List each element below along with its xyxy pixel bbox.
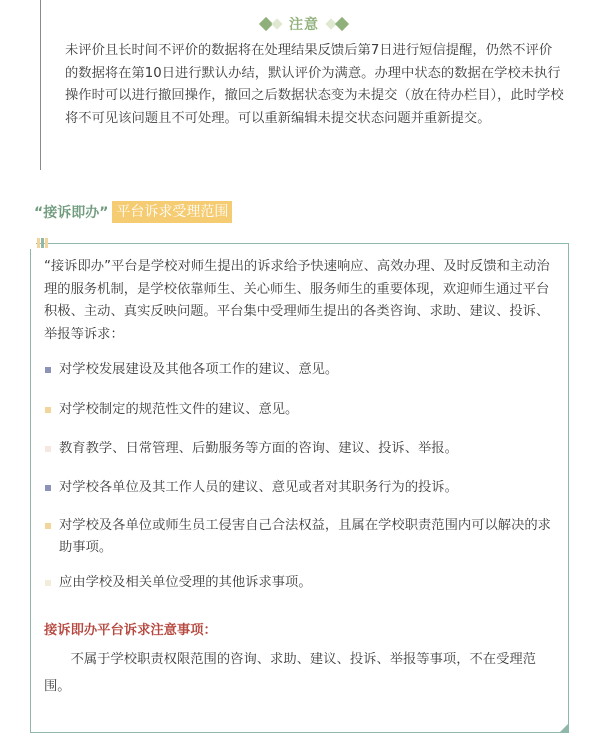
list-item: [45, 477, 557, 499]
section-title-highlight: 平台诉求受理范围: [112, 201, 232, 223]
list-item-text: 教育教学、日常管理、后勤服务等方面的咨询、建议、投诉、举报。: [59, 441, 458, 456]
note-header: [41, 12, 567, 36]
square-bullet-icon: [45, 485, 51, 491]
square-bullet-icon: [45, 523, 51, 529]
square-bullet-icon: [45, 407, 51, 413]
diamond-icon: [271, 18, 282, 29]
list-item-text: 对学校制定的规范性文件的建议、意见。: [59, 402, 299, 417]
right-diamond-decoration: [327, 19, 347, 29]
list-item: [45, 515, 557, 559]
corner-stripes-icon: [37, 238, 49, 248]
notice-text: 不属于学校职责权限范围的咨询、求助、建议、投诉、举报等事项，不在受理范围。: [44, 652, 536, 694]
square-bullet-icon: [45, 580, 51, 586]
notice-title: 接诉即办平台诉求注意事项：: [44, 623, 217, 638]
left-diamond-decoration: [261, 19, 281, 29]
corner-triangle-icon: [559, 723, 569, 733]
scope-box: [30, 243, 569, 733]
corner-notch: [30, 243, 36, 249]
square-bullet-icon: [45, 367, 51, 373]
section-title: [30, 200, 232, 224]
list-item-text: 对学校各单位及其工作人员的建议、意见或者对其职务行为的投诉。: [59, 480, 458, 495]
list-item: [45, 399, 557, 421]
list-item-text: 对学校及各单位或师生员工侵害自己合法权益，且属在学校职责范围内可以解决的求助事项。: [59, 518, 551, 555]
list-item-text: 对学校发展建设及其他各项工作的建议、意见。: [59, 362, 339, 377]
note-block: [40, 0, 567, 170]
list-item: [45, 359, 557, 381]
list-item-text: 应由学校及相关单位受理的其他诉求事项。: [59, 575, 312, 590]
section-title-prefix: “接诉即办”: [34, 205, 109, 221]
intro-text: “接诉即办”平台是学校对师生提出的诉求给予快速响应、高效办理、及时反馈和主动治理的服务机制，是学校依靠师生、关心师生、服务师生的重要体现，欢迎师生通过平台积极、主动、真实反映问题。平台集中受理师生提出的各类咨询、求助、建议、投诉、举报等诉求：: [44, 259, 550, 342]
list-item: [45, 438, 557, 460]
note-title: 注意: [289, 17, 319, 33]
diamond-icon: [335, 17, 349, 31]
list-item: [45, 572, 557, 594]
note-text: 未评价且长时间不评价的数据将在处理结果反馈后第7日进行短信提醒，仍然不评价的数据将在第10日进行默认办结，默认评价为满意。办理中状态的数据在学校未执行操作时可以进行撤回操作，撤回之后数据状态变为未提交（放在待办栏目），此时学校将不可见该问题且不可处理。可以重新编辑未提交状态问题并重新提交。: [65, 43, 564, 126]
square-bullet-icon: [45, 446, 51, 452]
